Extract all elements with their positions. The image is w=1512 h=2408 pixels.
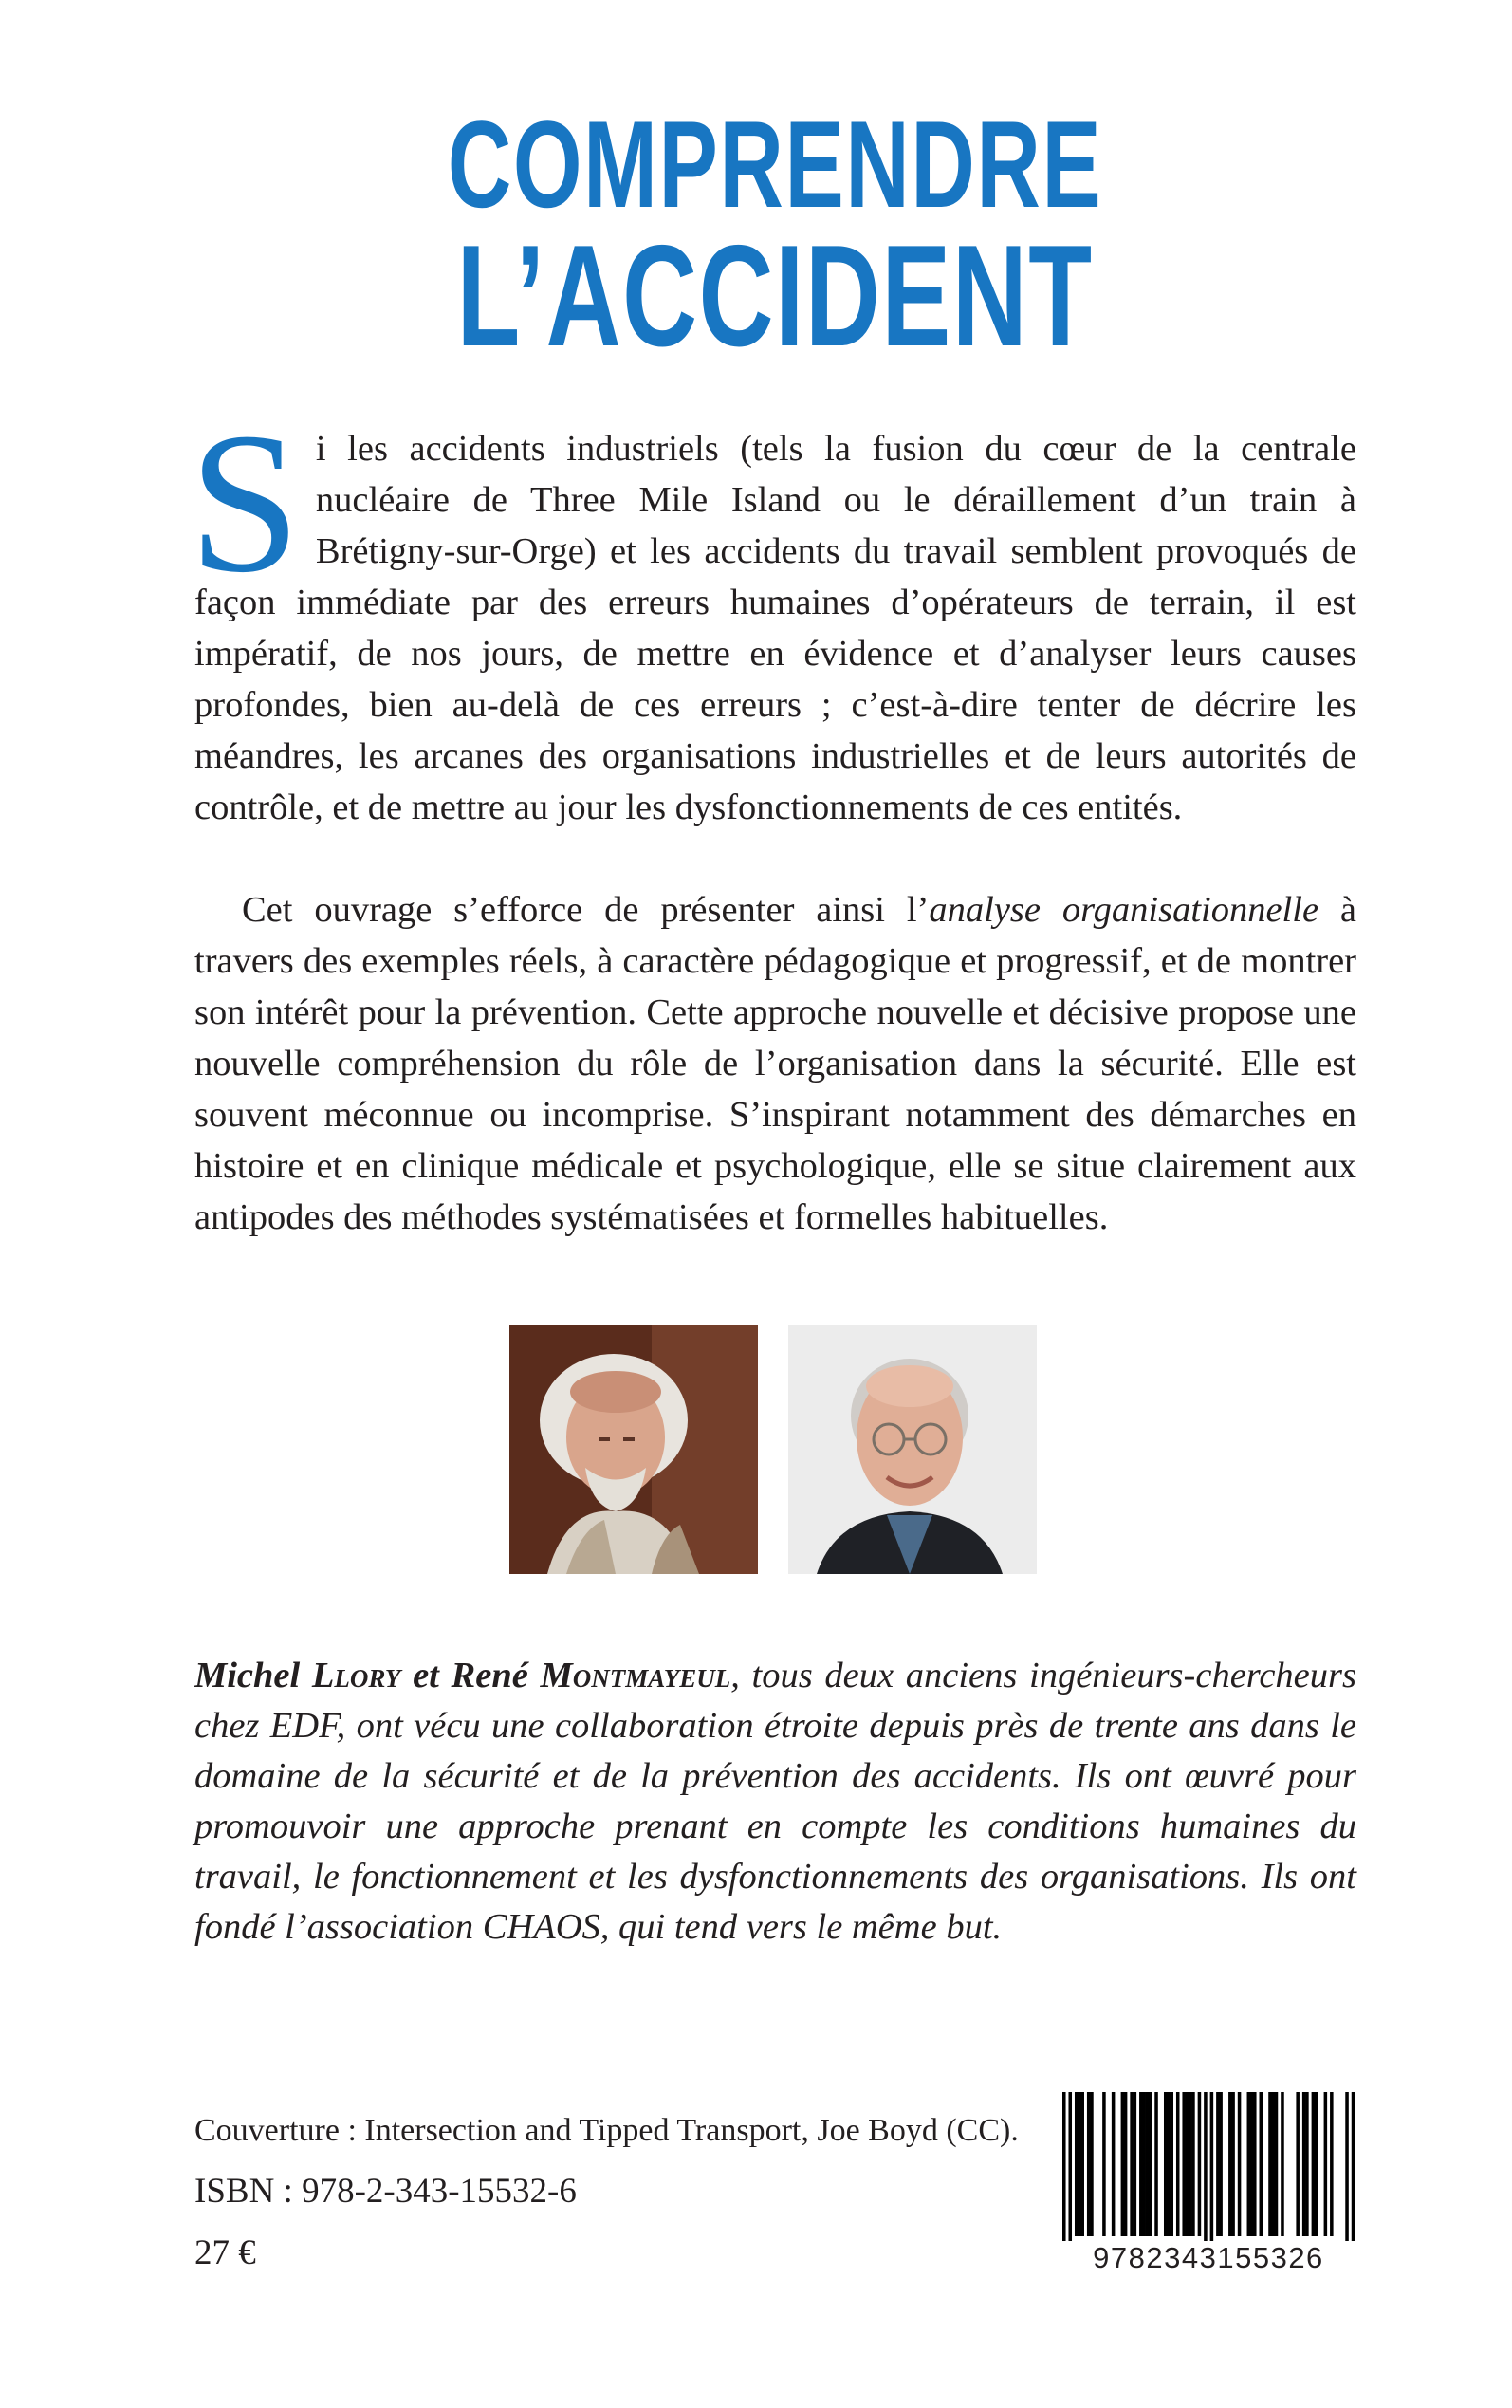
barcode-bar bbox=[1124, 2092, 1128, 2236]
barcode-bar bbox=[1268, 2092, 1272, 2236]
barcode-bar bbox=[1228, 2092, 1232, 2236]
barcode-bar bbox=[1090, 2092, 1094, 2236]
barcode-bar bbox=[1231, 2092, 1235, 2236]
paragraph-2-text-start: Cet ouvrage s’efforce de présenter ainsi l’ bbox=[242, 890, 930, 930]
barcode-bar bbox=[1253, 2092, 1257, 2236]
barcode-bar bbox=[1324, 2092, 1328, 2236]
barcode-bar bbox=[1170, 2092, 1173, 2236]
barcode-bar bbox=[1080, 2092, 1084, 2236]
barcode-bars bbox=[1062, 2092, 1355, 2255]
barcode-guard-bar bbox=[1210, 2092, 1214, 2255]
barcode-bar bbox=[1154, 2092, 1158, 2236]
barcode-bar bbox=[1121, 2092, 1125, 2236]
barcode-bar bbox=[1296, 2092, 1300, 2236]
barcode-bar bbox=[1216, 2092, 1220, 2236]
barcode-bar bbox=[1087, 2092, 1091, 2236]
author-1-last-name: Llory bbox=[311, 1656, 401, 1695]
paragraph-1 bbox=[189, 391, 1356, 833]
drop-cap: S bbox=[189, 391, 301, 614]
barcode-digits: 9782343155326 bbox=[1059, 2241, 1358, 2275]
barcode-guard-bar bbox=[1352, 2092, 1355, 2255]
barcode-bar bbox=[1238, 2092, 1242, 2236]
barcode-bar bbox=[1189, 2092, 1192, 2236]
barcode-bar bbox=[1281, 2092, 1284, 2236]
barcode-guard-bar bbox=[1062, 2092, 1066, 2255]
paragraph-2 bbox=[194, 884, 1356, 1243]
barcode-bar bbox=[1330, 2092, 1334, 2236]
isbn: ISBN : 978-2-343-15532-6 bbox=[194, 2172, 577, 2211]
barcode-bar bbox=[1167, 2092, 1171, 2236]
barcode-bar bbox=[1259, 2092, 1263, 2236]
barcode-bar bbox=[1134, 2092, 1137, 2236]
barcode-bar bbox=[1139, 2092, 1143, 2236]
barcode-guard-bar bbox=[1068, 2092, 1072, 2255]
barcode-bar bbox=[1302, 2092, 1306, 2236]
barcode-bar bbox=[1164, 2092, 1168, 2236]
barcode-bar bbox=[1176, 2092, 1180, 2236]
barcode-bar bbox=[1250, 2092, 1254, 2236]
barcode-bar bbox=[1102, 2092, 1106, 2236]
paragraph-2-text-end: à travers des exemples réels, à caractère pédagogique et progressif, et de montrer son intérêt pour la prévention. Cette approche nouvelle et décisive propose une nouvelle compréhension du rôle de l’organisation dans la sécurité. Elle est souvent méconnue ou incomprise. S’inspirant notamment des démarches en histoire et en clinique médicale et psychologique, elle se situe clairement aux antipodes des méthodes systématisées et formelles habituelles. bbox=[194, 890, 1356, 1237]
barcode-bar bbox=[1191, 2092, 1195, 2236]
barcode-guard-bar bbox=[1204, 2092, 1208, 2255]
price: 27 € bbox=[194, 2233, 256, 2272]
paragraph-1-text: i les accidents industriels (tels la fusion du cœur de la centrale nucléaire de Three Mile Island ou le déraillement d’un train à Brétigny-sur-Orge) et les accidents du travail semblent provoqués de façon immédiate par des erreurs humaines d’opérateurs de terrain, il est impératif, de nos jours, de mettre en évidence et d’analyser leurs causes profondes, bien au-delà de ces erreurs ; c’est-à-dire tenter de décrire les méandres, les arcanes des organisations industrielles et de leurs autorités de contrôle, et de mettre au jour les dysfonctionnements de ces entités. bbox=[194, 429, 1356, 827]
paragraph-2-emphasis: analyse organisationnelle bbox=[929, 890, 1319, 930]
barcode-bar bbox=[1142, 2092, 1146, 2236]
author-2-last-name: Montmayeul bbox=[540, 1656, 731, 1695]
barcode-bar bbox=[1146, 2092, 1150, 2236]
barcode-bar bbox=[1315, 2092, 1318, 2236]
barcode-bar bbox=[1198, 2092, 1202, 2236]
barcode-bar bbox=[1182, 2092, 1186, 2236]
barcode-bar bbox=[1312, 2092, 1316, 2236]
barcode bbox=[1062, 2092, 1355, 2255]
author-1-first-name: Michel bbox=[194, 1656, 312, 1695]
barcode-bar bbox=[1275, 2092, 1279, 2236]
barcode-bar bbox=[1149, 2092, 1152, 2236]
author-photo-michel-llory bbox=[509, 1325, 758, 1574]
author-portrait-2-illustration bbox=[788, 1325, 1037, 1574]
barcode-bar bbox=[1186, 2092, 1189, 2236]
barcode-bar bbox=[1305, 2092, 1309, 2236]
barcode-bar bbox=[1247, 2092, 1251, 2236]
authors-bio-text: , tous deux anciens ingénieurs-chercheurs chez EDF, ont vécu une collaboration étroite depuis près de trente ans dans le domaine de la sécurité et de la prévention des accidents. Ils ont œuvré pour promouvoir une approche prenant en compte les conditions humaines du travail, le fonctionnement et les dysfonctionnements des organisations. Ils ont fondé l’association CHAOS, qui tend vers le même but. bbox=[194, 1656, 1356, 1947]
barcode-bar bbox=[1271, 2092, 1275, 2236]
barcode-bar bbox=[1112, 2092, 1116, 2236]
title-line-1: COMPRENDRE bbox=[447, 95, 1103, 233]
barcode-guard-bar bbox=[1345, 2092, 1349, 2255]
author-photo-rene-montmayeul bbox=[788, 1325, 1037, 1574]
authors-conjunction: et René bbox=[400, 1656, 541, 1695]
author-portrait-1-illustration bbox=[509, 1325, 758, 1574]
title-line-2: L’ACCIDENT bbox=[456, 215, 1094, 377]
barcode-bar bbox=[1219, 2092, 1223, 2236]
barcode-bar bbox=[1075, 2092, 1079, 2236]
cover-credit: Couverture : Intersection and Tipped Transport, Joe Boyd (CC). bbox=[194, 2113, 1019, 2148]
barcode-bar bbox=[1130, 2092, 1134, 2236]
authors-bio bbox=[194, 1651, 1356, 1953]
barcode-bar bbox=[1078, 2092, 1081, 2236]
